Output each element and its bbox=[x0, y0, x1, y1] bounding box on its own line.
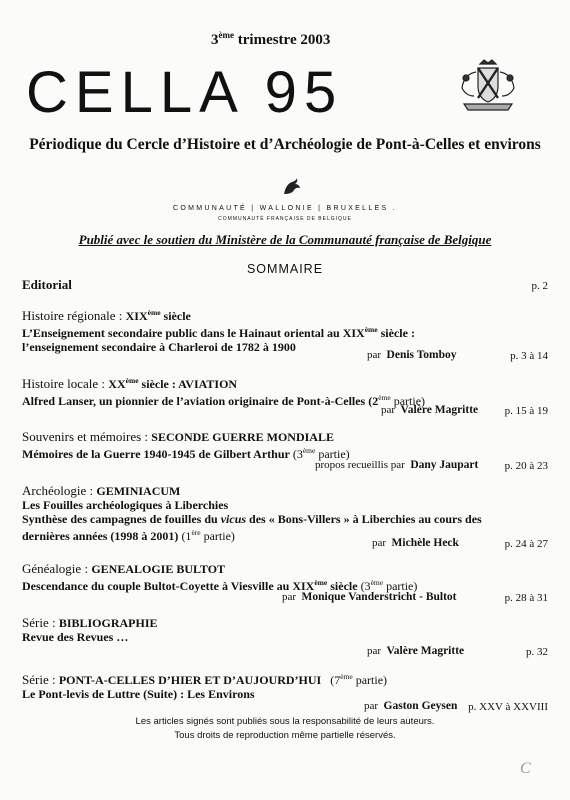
entry-page: p. 24 à 27 bbox=[504, 538, 548, 550]
toc-entry bbox=[22, 670, 548, 712]
handwritten-mark: C bbox=[520, 760, 531, 777]
footer-rights: Tous droits de reproduction même partielle réservés. bbox=[174, 730, 396, 741]
entry-author: par Valère Magritte bbox=[367, 645, 465, 657]
entry-title-line2: l’enseignement secondaire à Charleroi de 1782 à 1900 bbox=[22, 340, 296, 354]
entry-title: Descendance du couple Bultot-Coyette à Viesville au XIXème siècle (3ème partie) bbox=[22, 578, 418, 593]
coat-of-arms-icon bbox=[454, 58, 522, 114]
editorial-label: Editorial bbox=[22, 277, 72, 292]
cfb-label: COMMUNAUTÉ | WALLONIE | BRUXELLES . bbox=[173, 205, 397, 212]
toc-entry bbox=[22, 430, 548, 470]
journal-title: CELLA 95 bbox=[26, 60, 344, 125]
support-notice: Publié avec le soutien du Ministère de la Communauté française de Belgique bbox=[78, 232, 492, 247]
footer-responsibility: Les articles signés sont publiés sous la responsabilité de leurs auteurs. bbox=[135, 716, 435, 727]
toc-entry-editorial bbox=[22, 278, 548, 294]
toc-entry bbox=[22, 562, 548, 602]
entry-title-line3: dernières années (1998 à 2001) (1ère partie) bbox=[22, 528, 235, 543]
issue-label bbox=[0, 30, 570, 49]
toc-entry bbox=[22, 484, 548, 548]
entry-category: Histoire locale : XXème siècle : AVIATION bbox=[22, 376, 238, 391]
entry-author: par Valère Magritte bbox=[381, 404, 479, 416]
issue-sup: ème bbox=[218, 30, 234, 40]
entry-title: Mémoires de la Guerre 1940-1945 de Gilbert Arthur (3ème partie) bbox=[22, 446, 350, 461]
toc-entry bbox=[22, 306, 548, 362]
journal-subtitle: Périodique du Cercle d’Histoire et d’Archéologie de Pont-à-Celles et environs bbox=[29, 136, 541, 153]
toc-entry bbox=[22, 616, 548, 658]
entry-author: par Monique Vanderstricht - Bultot bbox=[282, 591, 457, 603]
editorial-page: p. 2 bbox=[531, 280, 548, 292]
entry-page: p. XXV à XXVIII bbox=[468, 701, 548, 713]
entry-category: Histoire régionale : XIXème siècle bbox=[22, 308, 191, 323]
entry-category: Série : PONT-A-CELLES D’HIER ET D’AUJOURD’HUI (7ème partie) bbox=[22, 672, 388, 687]
entry-page: p. 20 à 23 bbox=[504, 460, 548, 472]
entry-title: Alfred Lanser, un pionnier de l’aviation originaire de Pont-à-Celles (2ème partie) bbox=[22, 393, 426, 408]
entry-page: p. 15 à 19 bbox=[504, 405, 548, 417]
entry-title-line2: Synthèse des campagnes de fouilles du vicus des « Bons-Villers » à Liberchies au cours des bbox=[22, 512, 482, 526]
entry-page: p. 32 bbox=[526, 646, 548, 658]
entry-category: Souvenirs et mémoires : SECONDE GUERRE MONDIALE bbox=[22, 429, 334, 444]
entry-title: Les Fouilles archéologiques à Liberchies bbox=[22, 498, 229, 512]
cfb-sublabel: COMMUNAUTÉ FRANÇAISE DE BELGIQUE bbox=[218, 216, 352, 222]
entry-title: Revue des Revues … bbox=[22, 630, 129, 644]
entry-title: L’Enseignement secondaire public dans le Hainaut oriental au XIXème siècle : bbox=[22, 325, 415, 340]
toc-entry bbox=[22, 374, 548, 417]
entry-page: p. 28 à 31 bbox=[504, 592, 548, 604]
issue-number: 3 bbox=[211, 32, 219, 48]
entry-category: Archéologie : GEMINIACUM bbox=[22, 483, 181, 498]
entry-author: propos recueillis par Dany Jaupart bbox=[315, 459, 479, 471]
entry-category: Généalogie : GENEALOGIE BULTOT bbox=[22, 561, 226, 576]
sommaire-heading: SOMMAIRE bbox=[246, 262, 324, 276]
entry-title: Le Pont-levis de Luttre (Suite) : Les Environs bbox=[22, 687, 255, 701]
rooster-logo-icon bbox=[280, 176, 302, 198]
entry-page: p. 3 à 14 bbox=[510, 350, 548, 362]
entry-category: Série : BIBLIOGRAPHIE bbox=[22, 615, 158, 630]
issue-period: trimestre 2003 bbox=[234, 32, 331, 48]
entry-author: par Michèle Heck bbox=[372, 537, 459, 549]
entry-author: par Denis Tomboy bbox=[367, 349, 457, 361]
entry-author: par Gaston Geysen bbox=[364, 700, 458, 712]
